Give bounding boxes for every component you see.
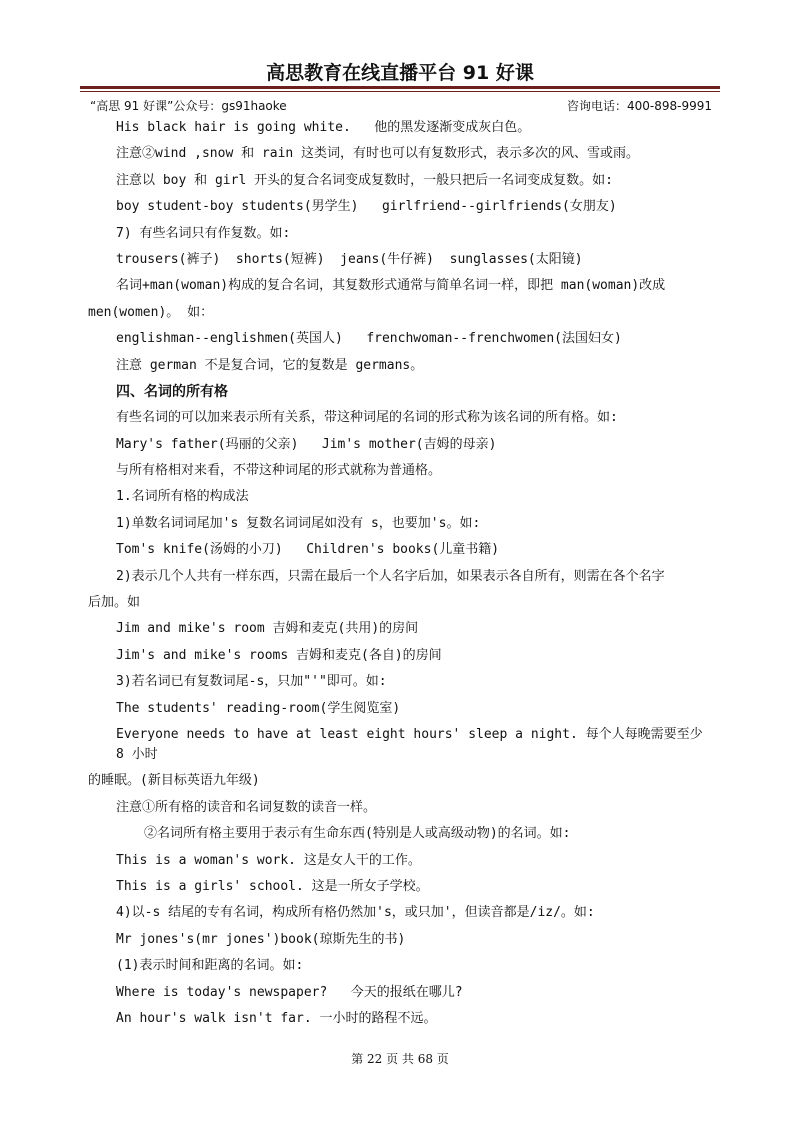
header-phone: 咨询电话：400-898-9991 [566,99,712,113]
text-line: Jim and mike's room 吉姆和麦克(共用)的房间 [116,621,419,637]
text-line: Mary's father(玛丽的父亲) Jim's mother(吉姆的母亲) [116,436,497,452]
header-rule-thin [80,91,720,92]
text-line: 名词+man(woman)构成的复合名词，其复数形式通常与简单名词一样，即把 man(woman)改成 [116,278,666,294]
text-line: 注意①所有格的读音和名词复数的读音一样。 [116,799,377,815]
page-footer: 第 22 页 共 68 页 [351,1052,449,1066]
text-line: This is a girls' school. 这是一所女子学校。 [116,878,429,894]
text-line: 后加。如 [88,595,141,611]
text-line: The students' reading-room(学生阅览室) [116,700,401,716]
text-line: 注意②wind ,snow 和 rain 这类词，有时也可以有复数形式，表示多次的风、雪或雨。 [116,146,640,162]
text-line: 注意以 boy 和 girl 开头的复合名词变成复数时，一般只把后一名词变成复数。如: [116,172,613,188]
text-line: 7) 有些名词只有作复数。如: [116,225,291,241]
text-line: 1)单数名词词尾加's 复数名词词尾如没有 s，也要加's。如: [116,515,481,531]
page-header-title: 高思教育在线直播平台 91 好课 [266,62,534,84]
text-line: 4)以-s 结尾的专有名词，构成所有格仍然加's，或只加'，但读音都是/iz/。如: [116,905,595,921]
text-line: 3)若名词已有复数词尾-s，只加"'"即可。如: [116,674,387,690]
section-heading: 四、名词的所有格 [116,383,228,400]
text-line: Everyone needs to have at least eight hours' sleep a night. 每个人每晚需要至少 8 小时 [116,726,711,762]
text-line: 2)表示几个人共有一样东西，只需在最后一个人名字后加，如果表示各自所有，则需在各个名字 [116,568,665,584]
text-line: englishman--englishmen(英国人) frenchwoman--frenchwomen(法国妇女) [116,331,622,347]
text-line: This is a woman's work. 这是女人干的工作。 [116,852,421,868]
text-line: His black hair is going white. 他的黑发逐渐变成灰白色。 [116,120,531,135]
text-line: trousers(裤子) shorts(短裤) jeans(牛仔裤) sunglasses(太阳镜) [116,251,583,267]
header-rule-thick [80,86,720,89]
text-line: 有些名词的可以加来表示所有关系，带这种词尾的名词的形式称为该名词的所有格。如: [116,410,618,426]
text-line: (1)表示时间和距离的名词。如: [116,958,304,974]
text-line: ②名词所有格主要用于表示有生命东西(特别是人或高级动物)的名词。如: [144,826,571,842]
text-line: Mr jones's(mr jones')book(琼斯先生的书) [116,931,406,947]
text-line: 的睡眠。(新目标英语九年级) [88,773,260,789]
text-line: 注意 german 不是复合词，它的复数是 germans。 [116,357,424,373]
text-line: men(women)。 如： [88,304,214,320]
document-body [88,118,718,1035]
text-line: Where is today's newspaper? 今天的报纸在哪儿? [116,984,463,1000]
text-line: Jim's and mike's rooms 吉姆和麦克(各自)的房间 [116,647,442,663]
text-line: An hour's walk isn't far. 一小时的路程不远。 [116,1010,437,1026]
text-line: 1.名词所有格的构成法 [116,489,249,505]
text-line: Tom's knife(汤姆的小刀) Children's books(儿童书籍) [116,542,500,558]
header-wechat-account: “高思 91 好课”公众号：gs91haoke [90,99,287,113]
text-line: 与所有格相对来看，不带这种词尾的形式就称为普通格。 [116,463,442,479]
text-line: boy student-boy students(男学生) girlfriend--girlfriends(女朋友) [116,199,617,215]
